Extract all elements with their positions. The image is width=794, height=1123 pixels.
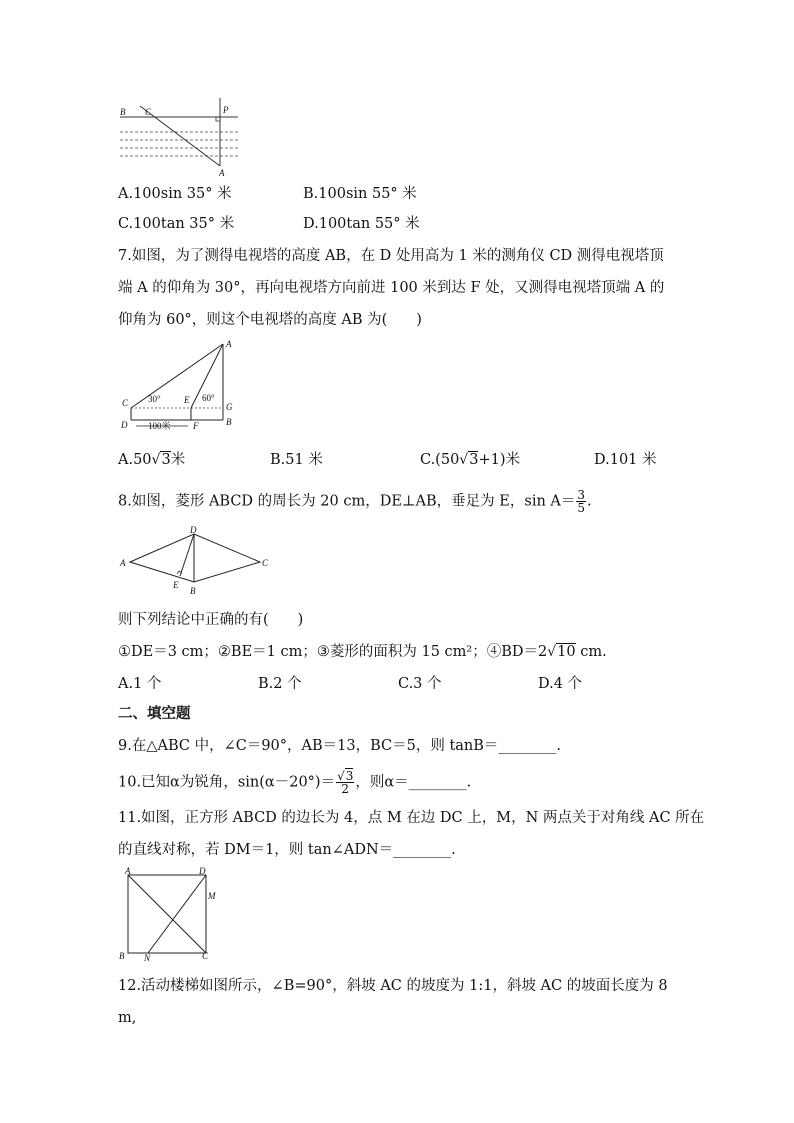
q8-line-1: [118, 489, 592, 514]
q7-option-a-prefix: A.50: [118, 452, 152, 468]
q8-option-d: D.4 个: [538, 676, 583, 692]
q6-label-a: A: [219, 168, 225, 178]
q8-statements-text: ①DE＝3 cm；②BE＝1 cm；③菱形的面积为 15 cm²；④BD＝2: [118, 644, 548, 660]
q7-label-g: G: [226, 402, 233, 412]
q7-label-b: B: [226, 417, 232, 427]
q10-fraction-den: 2: [341, 782, 350, 796]
q12-line-1: 12.活动楼梯如图所示，∠B=90°，斜坡 AC 的坡度为 1:1，斜坡 AC 的坡面长度为 8: [118, 978, 668, 994]
q8-line-1-end: .: [587, 493, 592, 510]
q6-figure: [118, 98, 243, 178]
q10-fraction-radicand: 3: [345, 769, 354, 783]
q6-option-c: C.100tan 35° 米: [118, 216, 235, 232]
q10-text-post: ，则α＝________.: [355, 774, 472, 791]
q6-label-c: C: [145, 107, 152, 117]
q7-label-d: D: [121, 420, 128, 430]
q8-line-1-text: 8.如图，菱形 ABCD 的周长为 20 cm，DE⊥AB，垂足为 E，sin A＝: [118, 493, 576, 510]
q7-option-a-radicand: 3: [161, 452, 171, 468]
q8-label-a: A: [120, 558, 126, 568]
q11-line-2: 的直线对称，若 DM＝1，则 tan∠ADN＝________.: [118, 842, 456, 858]
q7-line-1: 7.如图，为了测得电视塔的高度 AB，在 D 处用高为 1 米的测角仪 CD 测得电视塔顶: [118, 248, 664, 264]
q7-distance-label: 100米: [148, 421, 171, 431]
q8-label-c: C: [262, 558, 269, 568]
q7-figure: [118, 336, 243, 432]
q6-label-p: P: [223, 105, 229, 115]
q8-label-b: B: [190, 586, 196, 596]
q11-label-b: B: [119, 951, 125, 961]
q11-label-d: D: [199, 866, 206, 876]
q7-label-e: E: [184, 395, 190, 405]
q8-statements-end: cm.: [575, 644, 607, 660]
q8-label-e: E: [173, 580, 179, 590]
q7-angle-30: 30°: [148, 394, 161, 404]
q10-text-pre: 10.已知α为锐角，sin(α－20°)＝: [118, 774, 336, 791]
radical-sign: √: [459, 452, 469, 468]
q6-option-d: D.100tan 55° 米: [303, 216, 420, 232]
q8-fraction-den: 5: [577, 501, 586, 515]
q7-option-a-suffix: 米: [170, 452, 186, 468]
section-heading: 二、填空题: [118, 706, 191, 722]
q8-option-a: A.1 个: [118, 676, 162, 692]
q8-statements-radicand: 10: [557, 644, 576, 660]
q10-text: [118, 770, 471, 795]
q11-figure: [118, 866, 218, 962]
q7-label-c: C: [122, 398, 129, 408]
q7-line-2: 端 A 的仰角为 30°，再向电视塔方向前进 100 米到达 F 处，又测得电视塔顶端 A 的: [118, 280, 665, 296]
q7-label-a: A: [226, 339, 232, 349]
q8-option-b: B.2 个: [258, 676, 302, 692]
q7-option-c-suffix: +1)米: [478, 452, 520, 468]
q6-option-b: B.100sin 55° 米: [303, 186, 417, 202]
q6-option-a: A.100sin 35° 米: [118, 186, 232, 202]
q7-option-c: [420, 450, 520, 470]
q6-label-b: B: [120, 107, 126, 117]
q11-label-a: A: [125, 866, 131, 876]
q11-label-m: M: [208, 891, 216, 901]
q9-text: 9.在△ABC 中，∠C＝90°，AB＝13，BC＝5，则 tanB＝________.: [118, 738, 562, 754]
q7-angle-60: 60°: [202, 393, 215, 403]
q8-figure: [118, 526, 273, 598]
q7-line-3: 仰角为 60°，则这个电视塔的高度 AB 为( ): [118, 312, 422, 328]
q11-label-c: C: [202, 951, 209, 961]
q8-statements: [118, 642, 607, 662]
q8-option-c: C.3 个: [398, 676, 442, 692]
q10-fraction: [336, 770, 354, 795]
radical-sign: √: [337, 769, 345, 783]
q11-line-1: 11.如图，正方形 ABCD 的边长为 4，点 M 在边 DC 上，M，N 两点关于对角线 AC 所在: [118, 810, 705, 826]
q8-fraction: [576, 489, 586, 514]
radical-sign: √: [151, 452, 161, 468]
q7-label-f: F: [193, 421, 199, 431]
q8-fraction-num: 3: [577, 488, 586, 502]
q12-line-2: m,: [118, 1010, 137, 1026]
q11-label-n: N: [144, 953, 151, 962]
q7-option-a: [118, 450, 185, 470]
q8-question: 则下列结论中正确的有( ): [118, 612, 304, 628]
q7-option-c-radicand: 3: [469, 452, 479, 468]
radical-sign: √: [547, 644, 557, 660]
q7-option-d: D.101 米: [594, 452, 657, 468]
q7-option-b: B.51 米: [270, 452, 323, 468]
q8-label-d: D: [190, 526, 197, 535]
q7-option-c-prefix: C.(50: [420, 452, 460, 468]
